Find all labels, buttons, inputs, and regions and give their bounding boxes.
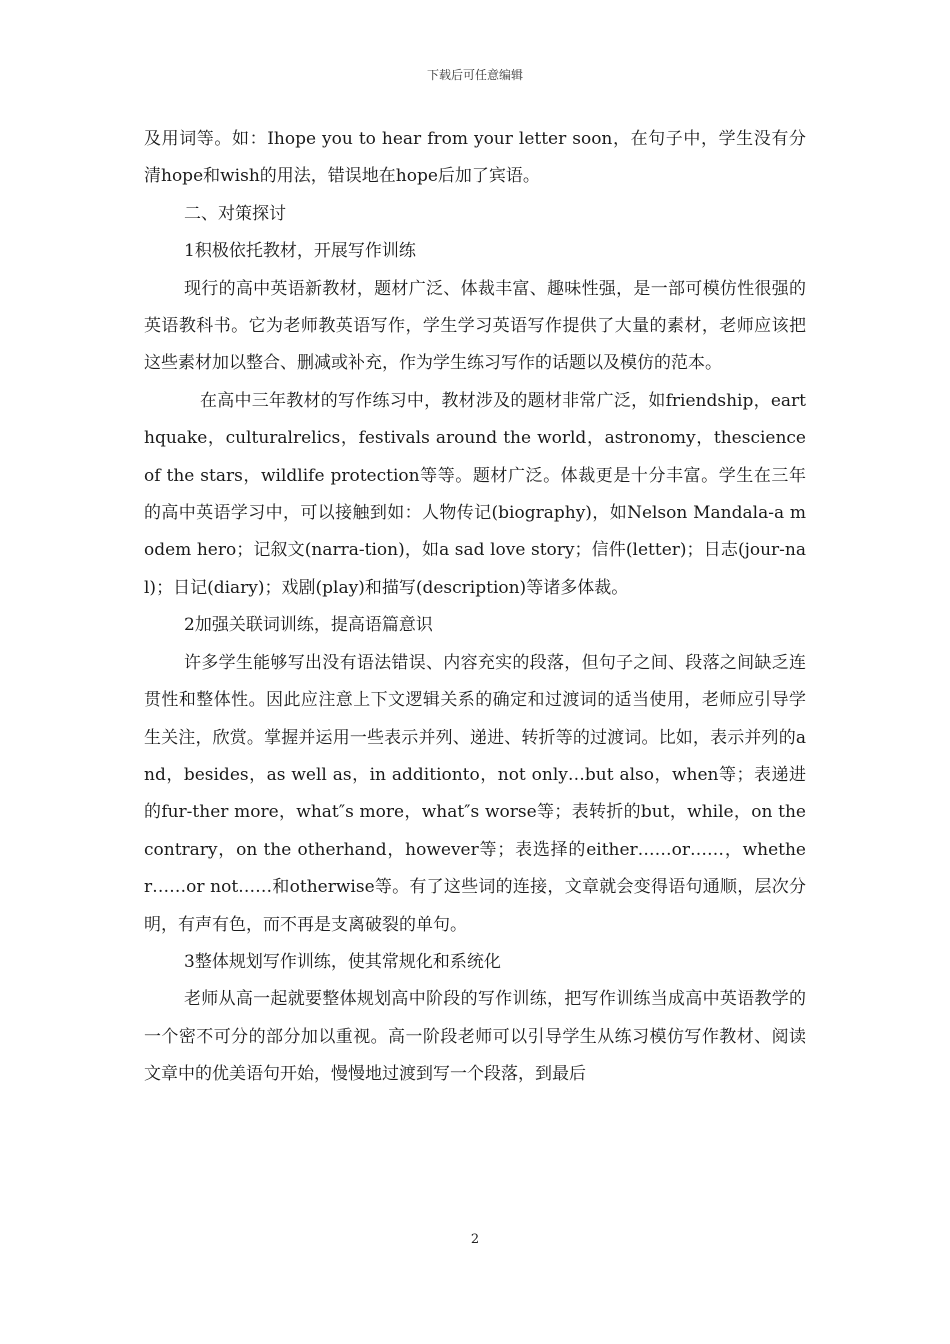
paragraph-planning: 老师从高一起就要整体规划高中阶段的写作训练，把写作训练当成高中英语教学的一个密不可分的部分加以重视。高一阶段老师可以引导学生从练习模仿写作教材、阅读文章中的优美语句开始，慢慢地过渡到写一个段落，到最后	[144, 989, 806, 1085]
paragraph-textbook: 现行的高中英语新教材，题材广泛、体裁丰富、趣味性强，是一部可模仿性很强的英语教科书。它为老师教英语写作，学生学习英语写作提供了大量的素材，老师应该把这些素材加以整合、删减或补充，作为学生练习写作的话题以及模仿的范本。	[144, 278, 806, 374]
subheading-connectives: 2加强关联词训练，提高语篇意识	[184, 615, 433, 636]
document-body	[144, 121, 806, 1094]
subheading-textbook: 1积极依托教材，开展写作训练	[184, 241, 416, 262]
page-number: 2	[470, 1232, 480, 1247]
paragraph-continuation: 及用词等。如：Ihope you to hear from your letter soon，在句子中，学生没有分清hope和wish的用法，错误地在hope后加了宾语。	[144, 129, 806, 187]
paragraph-connectives: 许多学生能够写出没有语法错误、内容充实的段落，但句子之间、段落之间缺乏连贯性和整体性。因此应注意上下文逻辑关系的确定和过渡词的适当使用，老师应引导学生关注，欣赏。掌握并运用一些表示并列、递进、转折等的过渡词。比如，表示并列的and，besides，as well as，in additionto，not only…but also，when等；表递进的fur-ther more，what″s more，what″s worse等；表转折的but，while，on the contrary，on the otherhand，however等；表选择的either……or……，whether……or not……和otherwise等。有了这些词的连接，文章就会变得语句通顺，层次分明，有声有色，而不再是支离破裂的单句。	[144, 652, 806, 935]
subheading-planning: 3整体规划写作训练，使其常规化和系统化	[184, 951, 501, 972]
page-header: 下载后可任意编辑	[426, 68, 523, 82]
paragraph-topics: 在高中三年教材的写作练习中，教材涉及的题材非常广泛，如friendship，earthquake，culturalrelics，festivals around the world，astronomy，thescience of the stars，wildlife protection等等。题材广泛。体裁更是十分丰富。学生在三年的高中英语学习中，可以接触到如：人物传记(biography)，如Nelson Mandala-a modem hero；记叙文(narra-tion)，如a sad love story；信件(letter)；日志(jour-nal)；日记(diary)；戏剧(play)和描写(description)等诸多体裁。	[144, 390, 806, 598]
section-heading-strategy: 二、对策探讨	[184, 203, 286, 224]
